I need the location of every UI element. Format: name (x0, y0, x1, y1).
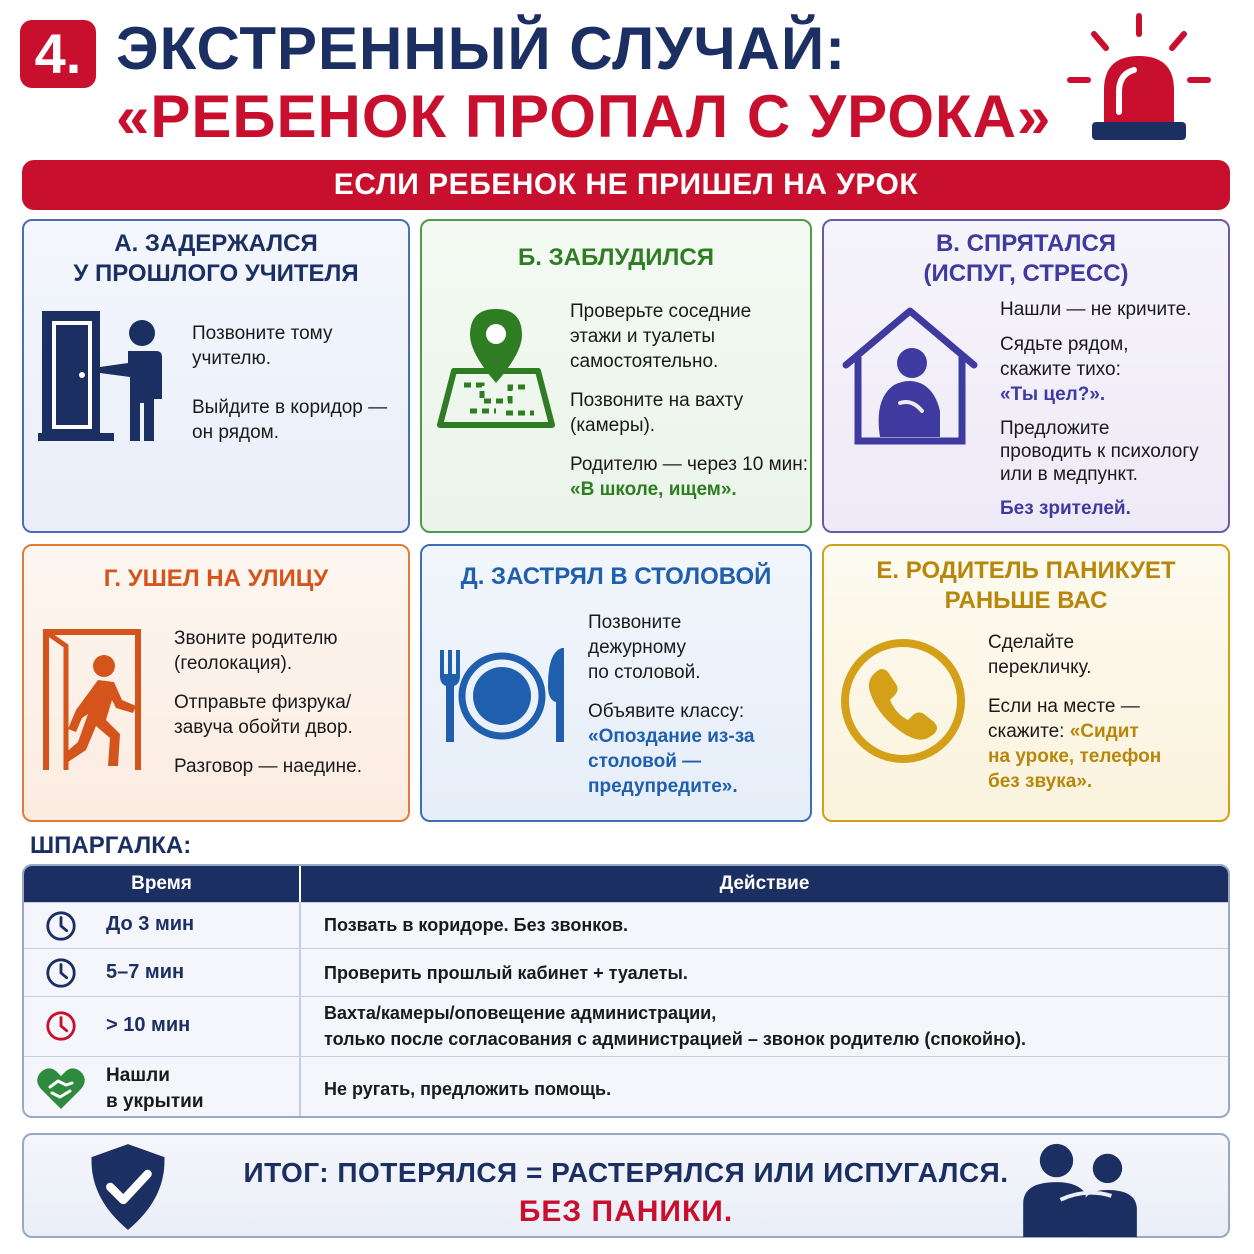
card-cafeteria-body (588, 610, 810, 813)
card-went-outside-body (174, 626, 406, 793)
row-action-note: только после согласования с администрацией – звонок родителю (спокойно). (324, 1029, 1026, 1049)
table-header (24, 866, 1228, 902)
card-lost-text: этажи и туалеты (570, 326, 715, 347)
row-time-line: Нашли (106, 1065, 170, 1086)
card-cafeteria (420, 544, 812, 822)
card-parent-panics-title (824, 556, 1228, 616)
card-parent-panics-title-line2: РАНЬШЕ ВАС (944, 587, 1108, 614)
door-person-icon (38, 307, 178, 447)
card-went-outside-text: Отправьте физрука/ (174, 692, 352, 713)
card-delayed-body (192, 321, 407, 459)
row-time: До 3 мин (106, 913, 195, 935)
card-parent-panics (822, 544, 1230, 822)
card-lost-text: Родителю — через 10 мин: (570, 454, 809, 475)
card-delayed-text: учителю. (192, 348, 272, 369)
card-cafeteria-text: дежурному (588, 637, 687, 658)
table-row (24, 996, 1228, 1056)
card-parent-panics-text: скажите: (988, 721, 1070, 742)
card-delayed-text: Позвоните тому (192, 323, 333, 344)
card-parent-panics-highlight: «Сидит (1069, 721, 1139, 742)
card-cafeteria-text: по столовой. (588, 662, 701, 683)
card-went-outside-title: Г. УШЕЛ НА УЛИЦУ (103, 565, 329, 592)
card-parent-panics-highlight: без звука». (988, 771, 1093, 792)
card-cafeteria-highlight: столовой — (588, 751, 702, 772)
card-hiding-text: проводить к психологу (1000, 441, 1199, 462)
card-hiding (822, 219, 1230, 533)
card-delayed (22, 219, 410, 533)
summary-footer (22, 1133, 1230, 1238)
card-lost-text: Проверьте соседние (570, 301, 752, 322)
clock-icon (44, 956, 78, 990)
card-cafeteria-text: Позвоните (588, 612, 682, 633)
card-hiding-text: Нашли — не кричите. (1000, 299, 1192, 320)
row-action: Вахта/камеры/оповещение администрации, (324, 1003, 717, 1023)
table-row (24, 902, 1228, 948)
siren-icon (1064, 12, 1214, 147)
card-hiding-title-line2: (ИСПУГ, СТРЕСС) (923, 260, 1129, 287)
card-hiding-title-line1: В. СПРЯТАЛСЯ (935, 230, 1117, 257)
card-lost-text: Позвоните на вахту (570, 390, 744, 411)
hiding-child-house-icon (840, 303, 980, 448)
card-delayed-text: Выйдите в коридор — (192, 397, 388, 418)
clock-icon (44, 909, 78, 943)
card-parent-panics-title-line1: Е. РОДИТЕЛЬ ПАНИКУЕТ (876, 557, 1176, 584)
row-time: > 10 мин (106, 1014, 191, 1036)
card-cafeteria-text: Объявите классу: (588, 701, 745, 722)
row-action: Не ругать, предложить помощь. (324, 1079, 612, 1099)
card-hiding-text: Предложите (1000, 418, 1110, 439)
card-lost-text: (камеры). (570, 415, 656, 436)
cheatsheet-label: ШПАРГАЛКА: (30, 832, 192, 859)
card-hiding-highlight: Без зрителей. (1000, 498, 1131, 519)
card-went-outside-text: завуча обойти двор. (174, 717, 353, 738)
exit-person-icon (42, 626, 152, 776)
row-time: 5–7 мин (106, 961, 185, 983)
card-lost-body (570, 299, 810, 516)
card-parent-panics-text: Если на месте — (988, 696, 1140, 717)
cheatsheet-table (22, 864, 1230, 1118)
clock-red-icon (44, 1009, 78, 1043)
card-hiding-text: Сядьте рядом, (1000, 334, 1129, 355)
row-action: Проверить прошлый кабинет + туалеты. (324, 963, 688, 983)
card-went-outside-text: Разговор — наедине. (174, 756, 363, 777)
card-delayed-title (24, 229, 408, 289)
card-parent-panics-text: перекличку. (988, 657, 1092, 678)
section-number-badge: 4. (20, 20, 96, 88)
card-cafeteria-highlight: «Опоздание из-за (588, 726, 755, 747)
card-delayed-title-line1: А. ЗАДЕРЖАЛСЯ (114, 230, 318, 257)
card-lost-title: Б. ЗАБЛУДИЛСЯ (518, 244, 714, 271)
card-lost-highlight: «В школе, ищем». (570, 479, 737, 500)
card-lost-text: самостоятельно. (570, 351, 719, 372)
card-hiding-highlight: «Ты цел?». (1000, 384, 1106, 405)
row-time-line: в укрытии (106, 1091, 204, 1112)
page-title-line1: ЭКСТРЕННЫЙ СЛУЧАЙ: (116, 15, 847, 82)
card-went-outside (22, 544, 410, 822)
header (0, 0, 1254, 150)
card-parent-panics-highlight: на уроке, телефон (988, 746, 1162, 767)
card-parent-panics-text: Сделайте (988, 632, 1075, 653)
card-parent-panics-body (988, 630, 1228, 808)
table-row (24, 1056, 1228, 1118)
column-header-time: Время (24, 866, 301, 902)
adult-child-icon (1016, 1139, 1146, 1237)
card-cafeteria-title: Д. ЗАСТРЯЛ В СТОЛОВОЙ (460, 563, 772, 590)
plate-cutlery-icon (432, 646, 572, 746)
card-delayed-title-line2: У ПРОШЛОГО УЧИТЕЛЯ (73, 260, 359, 287)
column-header-action: Действие (719, 873, 810, 894)
card-delayed-text: он рядом. (192, 422, 279, 443)
card-hiding-text: скажите тихо: (1000, 359, 1121, 380)
card-cafeteria-highlight: предупредите». (588, 776, 738, 797)
summary-text: ИТОГ: ПОТЕРЯЛСЯ = РАСТЕРЯЛСЯ ИЛИ ИСПУГАЛСЯ. (243, 1157, 1009, 1188)
map-pin-icon (436, 301, 556, 431)
heart-hands-icon (36, 1065, 86, 1111)
card-hiding-title (824, 229, 1228, 289)
table-row (24, 948, 1228, 996)
section-banner: ЕСЛИ РЕБЕНОК НЕ ПРИШЕЛ НА УРОК (22, 160, 1230, 210)
row-time (106, 1063, 204, 1115)
phone-icon (838, 636, 968, 766)
summary-callout: БЕЗ ПАНИКИ. (518, 1195, 734, 1228)
card-went-outside-text: Звоните родителю (174, 628, 338, 649)
card-hiding-text: или в медпункт. (1000, 464, 1138, 485)
card-went-outside-text: (геолокация). (174, 653, 293, 674)
row-action: Позвать в коридоре. Без звонков. (324, 915, 629, 935)
card-hiding-body (1000, 297, 1228, 535)
page-title-line2: «РЕБЕНОК ПРОПАЛ С УРОКА» (116, 83, 1052, 150)
card-lost (420, 219, 812, 533)
